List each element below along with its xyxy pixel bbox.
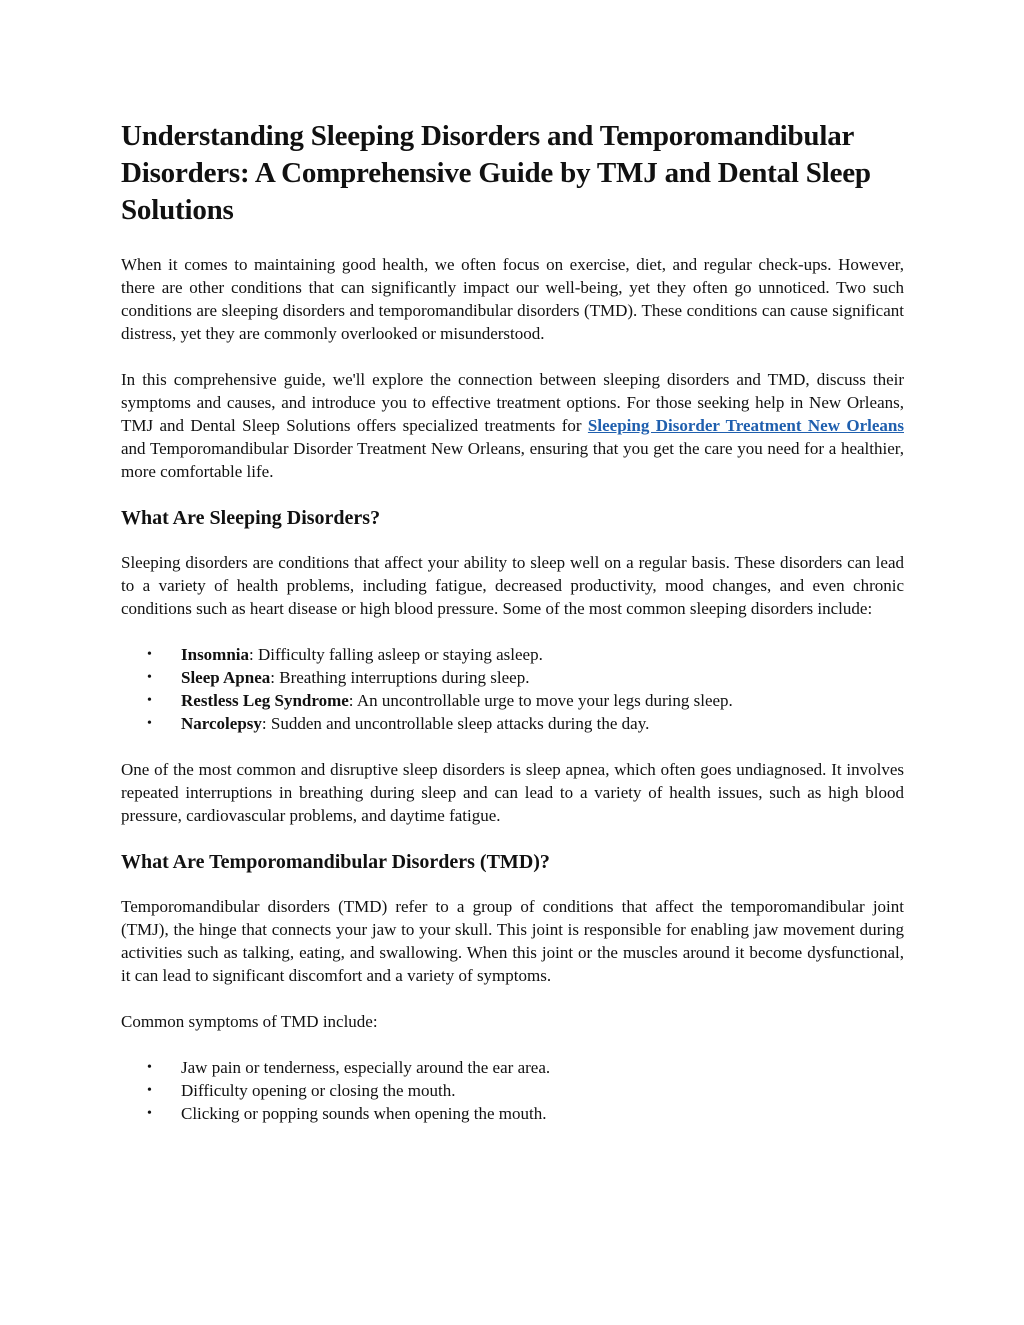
intro-paragraph-2-end: and Temporomandibular Disorder Treatment New Orleans, ensuring that you get the care you need for a healthier, more comfortable life. <box>121 439 904 481</box>
list-item-term: Insomnia <box>181 645 250 664</box>
bullet-icon: • <box>147 1060 152 1075</box>
list-item <box>121 1102 904 1125</box>
intro-paragraph-2-start: In this comprehensive guide, we'll explore the connection between sleeping disorders and TMD, discuss their symptoms and causes, and introduce you to effective treatment options. For those seeking help in New Orleans, TMJ and Dental Sleep Solutions offers specialized treatments for <box>121 370 904 435</box>
tmd-section-paragraph-2: Common symptoms of TMD include: <box>121 1012 378 1031</box>
intro-paragraph-1: When it comes to maintaining good health, we often focus on exercise, diet, and regular check-ups. However, there are other conditions that can significantly impact our well-being, yet they often go unnoticed. Two such conditions are sleeping disorders and temporomandibular disorders (TMD). These conditions can cause significant distress, yet they are commonly overlooked or misunderstood. <box>121 255 904 343</box>
list-item <box>121 689 904 712</box>
document-title: Understanding Sleeping Disorders and Temporomandibular Disorders: A Comprehensive Guide by TMJ and Dental Sleep Solutions <box>121 120 871 226</box>
list-item-text: Jaw pain or tenderness, especially around the ear area. <box>181 1058 551 1077</box>
sleep-disorders-list <box>121 643 904 735</box>
tmd-section-heading: What Are Temporomandibular Disorders (TMD)? <box>121 851 550 873</box>
sleeping-disorder-treatment-link[interactable]: Sleeping Disorder Treatment New Orleans <box>587 416 904 435</box>
list-item <box>121 712 904 735</box>
bullet-icon: • <box>147 716 152 731</box>
list-item <box>121 1079 904 1102</box>
intro-paragraph-2 <box>121 368 904 483</box>
list-item-text: Clicking or popping sounds when opening the mouth. <box>181 1104 547 1123</box>
document-page <box>121 118 904 1148</box>
tmd-section-paragraph-1: Temporomandibular disorders (TMD) refer to a group of conditions that affect the temporomandibular joint (TMJ), the hinge that connects your jaw to your skull. This joint is responsible for enabling jaw movement during activities such as talking, eating, and swallowing. When this joint or the muscles around it become dysfunctional, it can lead to significant discomfort and a variety of symptoms. <box>121 897 904 985</box>
list-item-desc: : Difficulty falling asleep or staying asleep. <box>249 645 543 664</box>
list-item-desc: : Sudden and uncontrollable sleep attacks during the day. <box>261 714 650 733</box>
sleep-section-paragraph-1: Sleeping disorders are conditions that affect your ability to sleep well on a regular basis. These disorders can lead to a variety of health problems, including fatigue, decreased productivity, mood changes, and even chronic conditions such as heart disease or high blood pressure. Some of the most common sleeping disorders include: <box>121 553 904 618</box>
list-item-term: Restless Leg Syndrome <box>181 691 349 710</box>
list-item-desc: : An uncontrollable urge to move your legs during sleep. <box>348 691 733 710</box>
tmd-symptoms-list <box>121 1056 904 1125</box>
bullet-icon: • <box>147 1106 152 1121</box>
list-item <box>121 643 904 666</box>
list-item-desc: : Breathing interruptions during sleep. <box>270 668 530 687</box>
list-item-term: Narcolepsy <box>181 714 262 733</box>
sleep-section-paragraph-2: One of the most common and disruptive sleep disorders is sleep apnea, which often goes undiagnosed. It involves repeated interruptions in breathing during sleep and can lead to a variety of health issues, such as high blood pressure, cardiovascular problems, and daytime fatigue. <box>121 760 904 825</box>
bullet-icon: • <box>147 1083 152 1098</box>
bullet-icon: • <box>147 647 152 662</box>
list-item-text: Difficulty opening or closing the mouth. <box>181 1081 456 1100</box>
list-item <box>121 1056 904 1079</box>
sleep-section-heading: What Are Sleeping Disorders? <box>121 507 381 529</box>
list-item-term: Sleep Apnea <box>181 668 271 687</box>
list-item <box>121 666 904 689</box>
bullet-icon: • <box>147 670 152 685</box>
bullet-icon: • <box>147 693 152 708</box>
